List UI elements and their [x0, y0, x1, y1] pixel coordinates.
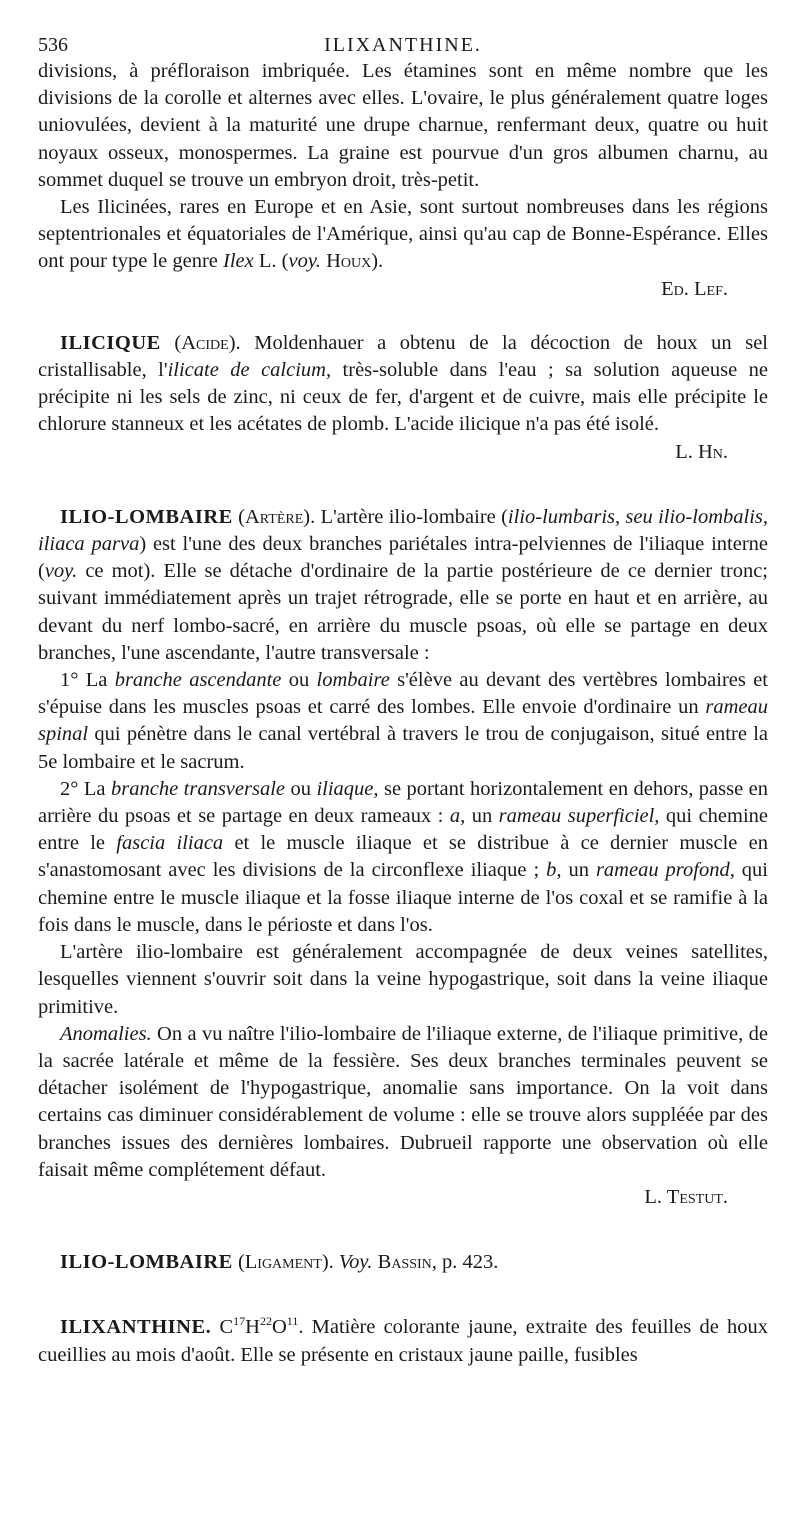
- entry-ilio-lombaire-ligament: ILIO-LOMBAIRE (Ligament). Voy. Bassin, p. 423.: [60, 1251, 499, 1274]
- paragraph-veines: L'artère ilio-lombaire est généralement accompagnée de deux veines satellites, lesquelles viennent s'ouvrir soit dans la veine hypogastrique, soit dans la veine iliaque primitive.: [38, 941, 768, 1018]
- page: [38, 28, 768, 1369]
- intro-paragraph-1: divisions, à préfloraison imbriquée. Les étamines sont en même nombre que les divisions de la corolle et alternes avec elles. L'ovaire, le plus généralement quatre loges uniovulées, devient à la maturité une drupe charnue, renfermant deux, quatre ou huit noyaux osseux, monospermes. La graine est pourvue d'un gros albumen charnu, au sommet duquel se trouve un embryon droit, très-petit.: [38, 60, 768, 191]
- paragraph-branche-ascendante: 1° La branche ascendante ou lombaire s'élève au devant des vertèbres lombaires et s'épuise dans les muscles psoas et carré des lombes. Elle envoie d'ordinaire un rameau spinal qui pénètre dans le canal vertébral à travers le trou de conjugaison, situé entre la 5e lombaire et le sacrum.: [38, 669, 768, 773]
- paragraph-branche-transversale: 2° La branche transversale ou iliaque, se portant horizontalement en dehors, passe en arrière du psoas et se partage en deux rameaux : a, un rameau superficiel, qui chemine entre le fascia iliaca et le muscle iliaque et se distribue à ce dernier muscle en s'anastomosant avec les divisions de la circonflexe iliaque ; b, un rameau profond, qui chemine entre le muscle iliaque et la fosse iliaque interne de l'os coxal et se ramifie à la fois dans le muscle, dans le périoste et dans l'os.: [38, 777, 769, 936]
- paragraph-anomalies: Anomalies. On a vu naître l'ilio-lombaire de l'iliaque externe, de l'iliaque primitive, de la sacrée latérale et même de la fessière. Ses deux branches terminales peuvent se détacher isolément de l'hypogastrique, anomalie sans importance. On la voit dans certains cas diminuer considérablement de volume : elle se trouve alors suppléée par des branches issues des dernières lombaires. Dubrueil rapporte une observation où elle faisait même complétement défaut.: [38, 1022, 768, 1181]
- headword-ilicique: ILICIQUE: [60, 331, 161, 354]
- entry-ilio-lombaire-artere: ILIO-LOMBAIRE (Artère). L'artère ilio-lombaire (ilio-lumbaris, seu ilio-lombalis, iliaca parva) est l'une des deux branches pariétales intra-pelviennes de l'iliaque interne (voy. ce mot). Elle se détache d'ordinaire de la partie postérieure de ce dernier tronc; suivant immédiatement après un trajet rétrograde, elle se porte en haut et en arrière, au devant du nerf lombo-sacré, en arrière du muscle psoas, où elle se partage en deux branches, l'une ascendante, l'autre transversale : 1° La branche ascendante ou lombaire s'élève au devant des vertèbres lombaires et s'épuise dans les muscles psoas et carré des lombes. Elle envoie d'ordinaire un rameau spinal qui pénètre dans le canal vertébral à travers le trou de conjugaison, situé entre la 5e lombaire et le sacrum. 2° La branche transversale ou iliaque, se portant horizontalement en dehors, passe en arrière du psoas et se partage en deux rameaux : a, un rameau superficiel, qui chemine entre le fascia iliaca et le muscle iliaque et se distribue à ce dernier muscle en s'anastomosant avec les divisions de la circonflexe iliaque ; b, un rameau profond, qui chemine entre le muscle iliaque et la fosse iliaque interne de l'os coxal et se ramifie à la fois dans le muscle, dans le périoste et dans l'os. L'artère ilio-lombaire est généralement accompagnée de deux veines satellites, lesquelles viennent s'ouvrir soit dans la veine hypogastrique, soit dans la veine iliaque primitive. Anomalies. On a vu naître l'ilio-lombaire de l'iliaque externe, de l'iliaque primitive, de la sacrée latérale et même de la fessière. Ses deux branches terminales peuvent se détacher isolément de l'hypogastrique, anomalie sans importance. On la voit dans certains cas diminuer considérablement de volume : elle se trouve alors suppléée par des branches issues des dernières lombaires. Dubrueil rapporte une observation où elle faisait même complétement défaut. L. Testut.: [38, 504, 768, 1211]
- page-number: 536: [38, 34, 68, 56]
- running-head: [38, 28, 768, 58]
- signature-testut: L. Testut.: [644, 1185, 728, 1208]
- headword-ilio-lombaire: ILIO-LOMBAIRE: [60, 505, 233, 528]
- entry-ilixanthine: ILIXANTHINE. $C^{17}H^{22}O^{11}$. Matière colorante jaune, extraite des feuilles de houx cueillies au mois d'août. Elle se présente en cristaux jaune paille, fusibles: [38, 1314, 769, 1366]
- entry-ilicique: ILICIQUE (Acide). Moldenhauer a obtenu de la décoction de houx un sel cristallisable, l'ilicate de calcium, très-soluble dans l'eau ; sa solution aqueuse ne précipite ni les sels de zinc, ni ceux de fer, d'argent et de cuivre, mais elle précipite le chlorure stanneux et les acétates de plomb. L'acide ilicique n'a pas été isolé. L. Hn.: [38, 330, 768, 466]
- signature-l-hn: L. Hn.: [675, 440, 728, 463]
- qualifier-artere: (Artère).: [238, 505, 316, 528]
- chemical-formula: $C^{17}H^{22}O^{11}$: [219, 1314, 299, 1339]
- intro-paragraph-2: Les Ilicinées, rares en Europe et en Asie, sont surtout nombreuses dans les régions septentrionales et équatoriales de l'Amérique, ainsi qu'au cap de Bonne-Espérance. Elles ont pour type le genre Ilex L. (voy. Houx).: [38, 196, 768, 273]
- headword-ilixanthine: ILIXANTHINE.: [60, 1316, 212, 1339]
- signature-ed-lef: Ed. Lef.: [661, 277, 728, 300]
- headword-ilio-lombaire-ligament: ILIO-LOMBAIRE: [60, 1251, 233, 1274]
- qualifier-acide: (Acide).: [174, 331, 241, 354]
- running-title: ILIXANTHINE.: [324, 34, 482, 56]
